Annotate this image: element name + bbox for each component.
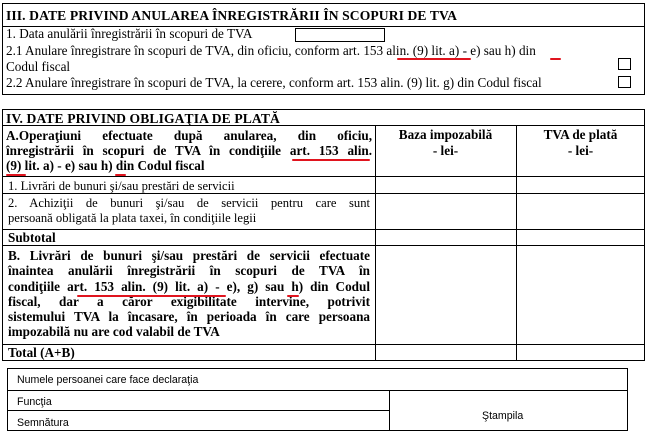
- highlight-art-153-b: [77, 295, 226, 297]
- subtotal-vat-input[interactable]: [517, 230, 644, 244]
- row-deliveries-vat-input[interactable]: [517, 177, 644, 193]
- signature-input[interactable]: [70, 411, 388, 430]
- row-deliveries-base-input[interactable]: [376, 177, 516, 193]
- row-deliveries-label: 1. Livrări de bunuri şi/sau prestări de servicii: [8, 179, 235, 193]
- cancellation-date-label: 1. Data anulării înregistrării în scopuri de TVA: [6, 26, 253, 41]
- stamp-label: Ştampila: [482, 410, 524, 422]
- b-base-input[interactable]: [376, 246, 516, 344]
- cancellation-date-input[interactable]: [295, 28, 385, 42]
- header-a-line-2: înregistrării în scopuri de TVA în condiţiile art. 153 alin.: [6, 143, 372, 158]
- section-4-title-divider: [2, 125, 645, 126]
- b-line-6: impozabilă nu are cod valabil de TVA: [8, 324, 220, 340]
- highlight-art-153-a: [292, 159, 370, 161]
- vat-payable-unit: - lei-: [567, 143, 594, 158]
- b-line-3: condiţiile art. 153 alin. (9) lit. a) - e), g) sau h) din Codul: [8, 278, 370, 294]
- function-input[interactable]: [60, 391, 388, 409]
- highlight-h-b: [287, 295, 299, 297]
- b-line-2: înaintea anulării înregistrării în scopuri de TVA în: [8, 263, 370, 279]
- subtotal-base-input[interactable]: [376, 230, 516, 244]
- ex-officio-cancellation-checkbox[interactable]: [618, 58, 631, 70]
- section-4-title: IV. DATE PRIVIND OBLIGAŢIA DE PLATĂ: [6, 111, 280, 126]
- declarant-name-input[interactable]: [215, 369, 627, 389]
- function-label: Funcţia: [17, 396, 52, 408]
- highlight-h: [550, 58, 561, 60]
- on-request-cancellation-checkbox[interactable]: [618, 76, 631, 88]
- b-vat-input[interactable]: [517, 246, 644, 344]
- subtotal-label: Subtotal: [8, 230, 56, 245]
- b-line-5: sistemului TVA la încasare, în perioada în care persoana: [8, 309, 370, 325]
- taxable-base-header: Baza impozabilă: [398, 127, 493, 142]
- signature-label: Semnătura: [17, 417, 69, 429]
- total-label: Total (A+B): [8, 345, 75, 360]
- b-line-4: fiscal, dar a căror exigibilitate intervine, potrivit: [8, 293, 370, 309]
- highlight-art-153: [397, 58, 471, 60]
- header-a-line-1: A.Operaţiuni efectuate după anularea, din oficiu,: [6, 128, 372, 143]
- total-base-input[interactable]: [376, 345, 516, 360]
- on-request-cancellation-label: 2.2 Anulare înregistrare în scopuri de TVA, la cerere, conform art. 153 alin. (9) lit. g) din Codul fiscal: [6, 75, 542, 90]
- operations-after-cancellation-header: [6, 128, 372, 173]
- declarant-name-label: Numele persoanei care face declaraţia: [17, 374, 199, 386]
- vat-payable-header: TVA de plată: [543, 127, 618, 142]
- row-acquisitions-label: [8, 196, 370, 226]
- signature-divider-vertical: [389, 390, 390, 431]
- row-acquisitions-vat-input[interactable]: [517, 194, 644, 229]
- section-3-title: III. DATE PRIVIND ANULAREA ÎNREGISTRĂRII ÎN SCOPURI DE TVA: [6, 8, 458, 23]
- row-acquisitions-line-1: 2. Achiziţii de bunuri şi/sau de servicii pentru care sunt: [8, 196, 370, 210]
- ex-officio-cancellation-label: 2.1 Anulare înregistrare în scopuri de TVA, din oficiu, conform art. 153 alin. (9) lit. a) - e) sau h) din: [6, 43, 536, 58]
- deliveries-before-cancellation-label: [8, 248, 370, 340]
- total-vat-input[interactable]: [517, 345, 644, 360]
- taxable-base-unit: - lei-: [432, 143, 459, 158]
- ex-officio-cancellation-label-cont: Codul fiscal: [6, 59, 71, 74]
- row-acquisitions-base-input[interactable]: [376, 194, 516, 229]
- row-acquisitions-line-2: persoană obligată la plata taxei, în condiţiile legii: [8, 211, 257, 225]
- b-line-1: B. Livrări de bunuri şi/sau prestări de servicii efectuate: [8, 248, 370, 263]
- header-a-line-3: (9) lit. a) - e) sau h) din Codul fiscal: [6, 158, 205, 173]
